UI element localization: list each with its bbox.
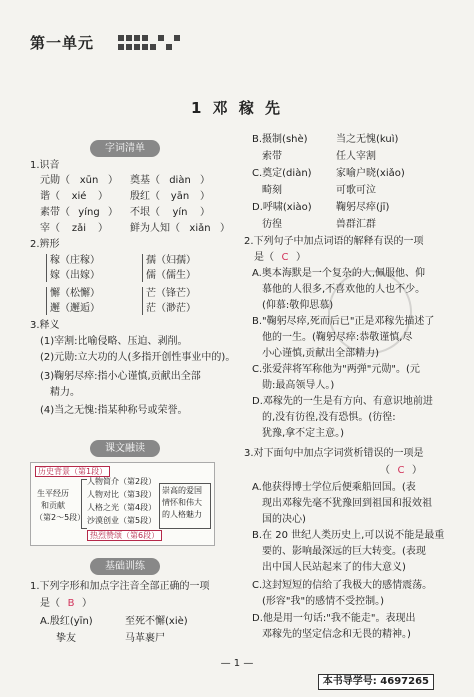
q2-line: 小心谨慎,贡献出全部精力) (262, 348, 380, 359)
q2-line: (仰慕:敬仰思慕) (262, 300, 334, 311)
q3-line: D.他是用一句话:"我不能走"。表现出 (252, 613, 416, 624)
q2-line: 犹豫,拿不定主意。) (262, 428, 345, 439)
pinyin-row: 宰（ zǎi ） (40, 223, 108, 234)
q3-line: B.在 20 世纪人类历史上,可以说不能是最重 (252, 530, 445, 541)
question-3: 3.对下面句中加点字词赏析错误的一项是 (244, 448, 424, 459)
char-pair: 儒（儒生） (146, 270, 196, 281)
subsection-definition: 3.释义 (30, 320, 60, 331)
q2-line: 的,没有彷徨,没有恐惧。(彷徨: (262, 412, 396, 423)
q3-line: 要的、影响最深远的巨大转变。(表现 (262, 546, 426, 557)
question-1: 1.下列字形和加点字注音全部正确的一项 (30, 581, 210, 592)
option-b-word: 任人宰割 (336, 151, 376, 162)
book-code-number: 4697265 (380, 676, 429, 687)
char-pair: 芒（锋芒） (146, 288, 196, 299)
option-a: A.殷红(yīn) (40, 616, 93, 627)
page-number: — 1 — (220, 658, 254, 669)
char-pair: 懈（松懈） (50, 288, 100, 299)
pinyin-row: 不垠（ yín ） (130, 207, 210, 218)
summary-line: 崇高的爱国 (162, 486, 202, 495)
pinyin-row: 素带（ yíng ） (40, 207, 118, 218)
pinyin-row: 鲜为人知（ xiǎn ） (130, 223, 230, 234)
section-header-vocab: 字词清单 (90, 140, 160, 157)
q2-line: C.张爱萍将军称他为"两弹"元勋"。(元 (252, 364, 420, 375)
diagram-label: 生平经历 (37, 489, 69, 498)
q3-line: 邓稼先的坚定信念和无畏的精神。) (262, 629, 411, 640)
book-code-box (318, 674, 434, 690)
q3-line: 出中国人民站起来了的伟大意义) (262, 562, 406, 573)
option-d: 鞠躬尽瘁(jī) (336, 202, 390, 213)
subsection-distinguish: 2.辨形 (30, 239, 60, 250)
diagram-row: 人物简介（第2段） (87, 477, 157, 486)
definition-line: (3)鞠躬尽瘁:指小心谨慎,贡献出全部 (40, 371, 201, 382)
q3-line: 国的决心) (262, 514, 306, 525)
summary-line: 情怀和伟大 (162, 498, 202, 507)
q3-line: C.这封短短的信给了我极大的感情震荡。 (252, 580, 433, 591)
question-2: 2.下列句子中加点词语的解释有误的一项 (244, 236, 424, 247)
diagram-row: 人格之光（第4段） (87, 503, 157, 512)
option-b-word: 索带 (262, 151, 282, 162)
tag-background: 历史背景（第1段） (35, 466, 110, 477)
section-header-reading: 课文融读 (90, 440, 160, 457)
q3-line: A.他获得博士学位后便乘船回国。(表 (252, 482, 416, 493)
q2-line: A.奥本海默是一个复杂的人,佩服他、仰 (252, 268, 426, 279)
diagram-row: 沙漠创业（第5段） (87, 516, 157, 525)
pinyin-row: 奠基（ diàn ） (130, 175, 210, 186)
diagram-label: （第2～5段） (35, 513, 86, 522)
tag-conclusion: 热烈赞颂（第6段） (87, 530, 162, 541)
definition-line: 精力。 (50, 387, 80, 398)
option-c-word: 畸刻 (262, 185, 282, 196)
char-pair: 茫（渺茫） (146, 303, 196, 314)
pinyin-row: 谐（ xié ） (40, 191, 108, 202)
q2-line: 他的一生。(鞠躬尽瘁:恭敬谨慎,尽 (262, 332, 413, 343)
section-header-practice: 基础训练 (90, 558, 160, 575)
bracket (46, 254, 47, 282)
option-c: C.奠定(diàn) (252, 168, 312, 179)
q3-line: (形容"我"的感情不受控制。) (262, 596, 385, 607)
pinyin-row: 元勋（ xūn ） (40, 175, 118, 186)
book-code-label: 本书导学号: (322, 676, 377, 687)
decorative-dots (118, 35, 182, 51)
question-1-answer: 是（ B ） (40, 598, 92, 609)
option-a-word: 挚友 (56, 633, 76, 644)
definition-line: (2)元勋:立大功的人(多指开创性事业中的)。 (40, 352, 236, 363)
bracket (142, 287, 143, 315)
structure-diagram (30, 462, 215, 546)
diagram-row: 人物对比（第3段） (87, 490, 157, 499)
option-a-word: 马革裹尸 (125, 633, 165, 644)
option-d-word: 彷徨 (262, 219, 282, 230)
q3-line: 现出邓稼先毫不犹豫回到祖国和报效祖 (262, 498, 432, 509)
q2-line: 慕他的人很多,不喜欢他的人也不少。 (262, 284, 426, 295)
char-pair: 稼（庄稼） (50, 255, 100, 266)
diagram-summary-box (159, 483, 211, 529)
option-c: 家喻户晓(xiǎo) (336, 168, 405, 179)
summary-line: 的人格魅力 (162, 510, 202, 519)
pinyin-row: 殷红（ yān ） (130, 191, 210, 202)
option-a: 至死不懈(xiè) (125, 616, 188, 627)
q2-line: D.邓稼先的一生是有方向、有意识地前进 (252, 396, 433, 407)
diagram-label: 和贡献 (41, 501, 65, 510)
q2-line: B."鞠躬尽瘁,死而后已"正是邓稼先描述了 (252, 316, 435, 327)
char-pair: 邂（邂逅） (50, 303, 100, 314)
option-b: 当之无愧(kuì) (336, 134, 399, 145)
option-b: B.摄制(shè) (252, 134, 308, 145)
bracket (142, 254, 143, 282)
question-2-answer: 是（ C ） (254, 252, 306, 263)
q2-line: 勋:最高领导人。) (262, 380, 335, 391)
definition-line: (1)宰割:比喻侵略、压迫、剥削。 (40, 336, 188, 347)
bracket (46, 287, 47, 315)
unit-title: 第一单元 (30, 34, 95, 52)
option-c-word: 可歌可泣 (336, 185, 376, 196)
option-d-word: 兽群汇群 (336, 219, 376, 230)
char-pair: 孺（妇孺） (146, 255, 196, 266)
subsection-pronunciation: 1.识音 (30, 160, 60, 171)
char-pair: 嫁（出嫁） (50, 270, 100, 281)
lesson-title: 1 邓 稼 先 (190, 99, 284, 117)
definition-line: (4)当之无愧:指某种称号或荣誉。 (40, 405, 188, 416)
option-d: D.呼啸(xiào) (252, 202, 312, 213)
question-3-answer: （ C ） (380, 465, 422, 476)
